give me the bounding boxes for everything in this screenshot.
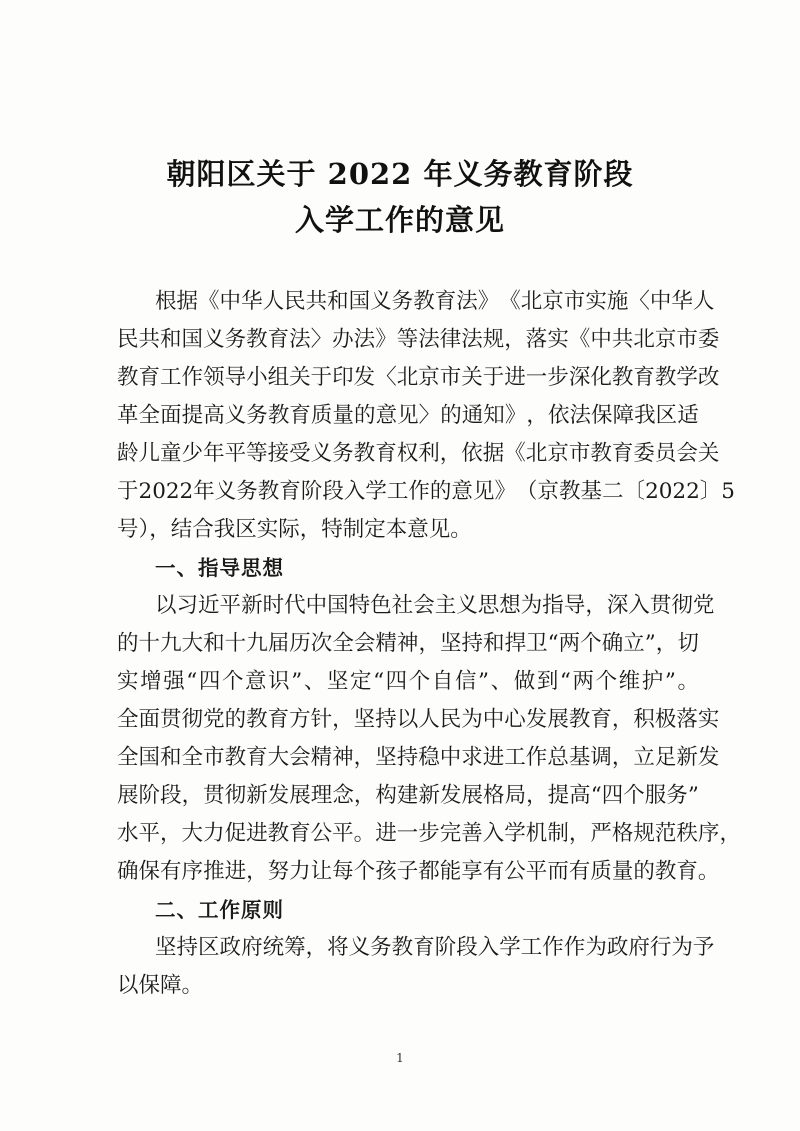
paragraph-line: 坚 持 区 政 府 统 筹 ， 将 义 务 教 育 阶 段 入 学 工 作 作 为 政 府 行 为 予 [155, 935, 715, 960]
paragraph-line: 号），结合我区实际，特制定本意见。 [117, 517, 472, 542]
paragraph-line: 以保障。 [117, 973, 204, 998]
paragraph-line: 实 增 强 “ 四 个 意 识 ” 、 坚 定 “ 四 个 自 信 ” 、 做 到 “ 两 个 维 护 ” 。 [117, 669, 699, 694]
paragraph-line: 的 十 九 大 和 十 九 届 历 次 全 会 精 神 ， 坚 持 和 捍 卫 “ 两 个 确 立 ” ， 切 [117, 631, 699, 656]
document-title-line2: 入学工作的意见 [294, 203, 505, 237]
paragraph-line: 于 2022 年 义 务 教 育 阶 段 入 学 工 作 的 意 见 》 （ 京 教 基 二 〔 2022 〕 5 [117, 479, 735, 504]
paragraph-line: 确 保 有 序 推 进 ， 努 力 让 每 个 孩 子 都 能 享 有 公 平 而 有 质 量 的 教 育 。 [117, 859, 720, 884]
paragraph-line: 展 阶 段 ， 贯 彻 新 发 展 理 念 ， 构 建 新 发 展 格 局 ， 提 高 “ 四 个 服 务 ” [117, 783, 699, 808]
paragraph-line: 以 习 近 平 新 时 代 中 国 特 色 社 会 主 义 思 想 为 指 导 ， 深 入 贯 彻 党 [155, 593, 715, 618]
paragraph-line: 全 面 贯 彻 党 的 教 育 方 针 ， 坚 持 以 人 民 为 中 心 发 展 教 育 ， 积 极 落 实 [117, 707, 720, 732]
paragraph-line: 教 育 工 作 领 导 小 组 关 于 印 发 〈 北 京 市 关 于 进 一 步 深 化 教 育 教 学 改 [117, 365, 720, 390]
page-number: 1 [396, 1051, 404, 1065]
section-heading: 二、工作原则 [155, 898, 284, 922]
paragraph-line: 革 全 面 提 高 义 务 教 育 质 量 的 意 见 〉 的 通 知 》 ， 依 法 保 障 我 区 适 [117, 403, 699, 428]
paragraph-line: 水 平 ， 大 力 促 进 教 育 公 平 。 进 一 步 完 善 入 学 机 制 ， 严 格 规 范 秩 序 ， [117, 821, 741, 846]
paragraph-line: 民 共 和 国 义 务 教 育 法 〉 办 法 》 等 法 律 法 规 ， 落 实 《 中 共 北 京 市 委 [117, 327, 720, 352]
document-title-line1: 朝阳区关于 2022 年义务教育阶段 [166, 157, 634, 191]
paragraph-line: 全 国 和 全 市 教 育 大 会 精 神 ， 坚 持 稳 中 求 进 工 作 总 基 调 ， 立 足 新 发 [117, 745, 720, 770]
paragraph-line: 根 据 《 中 华 人 民 共 和 国 义 务 教 育 法 》 《 北 京 市 实 施 〈 中 华 人 [155, 289, 715, 314]
section-heading: 一、指导思想 [155, 556, 284, 580]
document-body [117, 283, 741, 1005]
paragraph-line: 龄 儿 童 少 年 平 等 接 受 义 务 教 育 权 利 ， 依 据 《 北 京 市 教 育 委 员 会 关 [117, 441, 720, 466]
